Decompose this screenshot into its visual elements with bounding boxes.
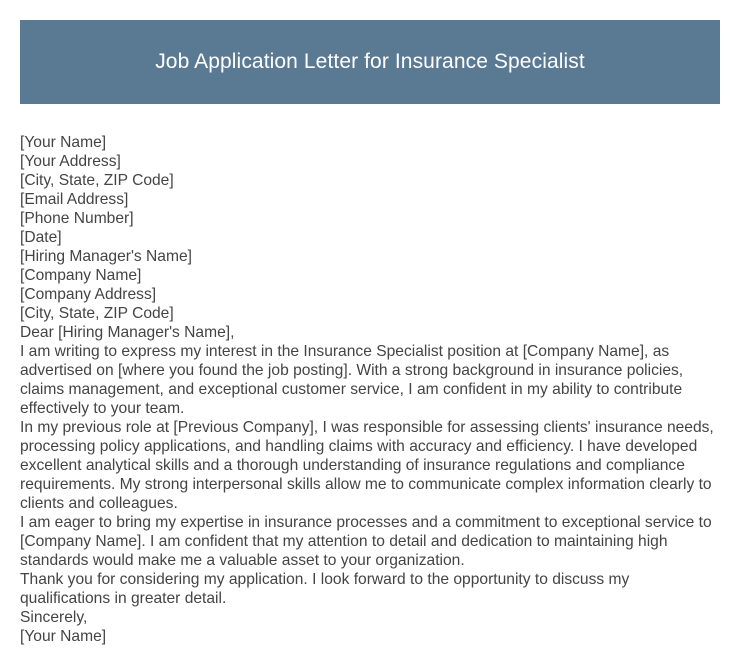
sender-address: [Your Address] xyxy=(20,153,121,170)
paragraph-introduction: I am writing to express my interest in the Insurance Specialist position at [Company Name], as advertised on [where you found the job posting]. With a strong background in insurance policies, claims management, and exceptional customer service, I am confident in my ability to contribute effectively to your team. xyxy=(20,343,684,417)
letter-body xyxy=(20,133,720,646)
page-title: Job Application Letter for Insurance Specialist xyxy=(155,50,585,73)
closing: Sincerely, xyxy=(20,609,88,626)
title-banner xyxy=(20,20,720,104)
sender-email: [Email Address] xyxy=(20,191,129,208)
salutation: Dear [Hiring Manager's Name], xyxy=(20,324,235,341)
recipient-city-state-zip: [City, State, ZIP Code] xyxy=(20,305,174,322)
recipient-company-name: [Company Name] xyxy=(20,267,142,284)
recipient-hiring-manager: [Hiring Manager's Name] xyxy=(20,248,192,265)
sender-city-state-zip: [City, State, ZIP Code] xyxy=(20,172,174,189)
paragraph-thanks: Thank you for considering my application. I look forward to the opportunity to discuss my qualifications in greater detail. xyxy=(20,571,630,607)
sender-name: [Your Name] xyxy=(20,134,107,151)
recipient-company-address: [Company Address] xyxy=(20,286,157,303)
letter-date: [Date] xyxy=(20,229,62,246)
paragraph-motivation: I am eager to bring my expertise in insurance processes and a commitment to exceptional service to [Company Name]. I am confident that my attention to detail and dedication to maintaining high standards would make me a valuable asset to your organization. xyxy=(20,514,712,569)
signature: [Your Name] xyxy=(20,628,107,645)
sender-phone: [Phone Number] xyxy=(20,210,134,227)
paragraph-experience: In my previous role at [Previous Company], I was responsible for assessing clients' insurance needs, processing policy applications, and handling claims with accuracy and efficiency. I have developed excellent analytical skills and a thorough understanding of insurance regulations and compliance requirements. My strong interpersonal skills allow me to communicate complex information clearly to clients and colleagues. xyxy=(20,419,714,512)
